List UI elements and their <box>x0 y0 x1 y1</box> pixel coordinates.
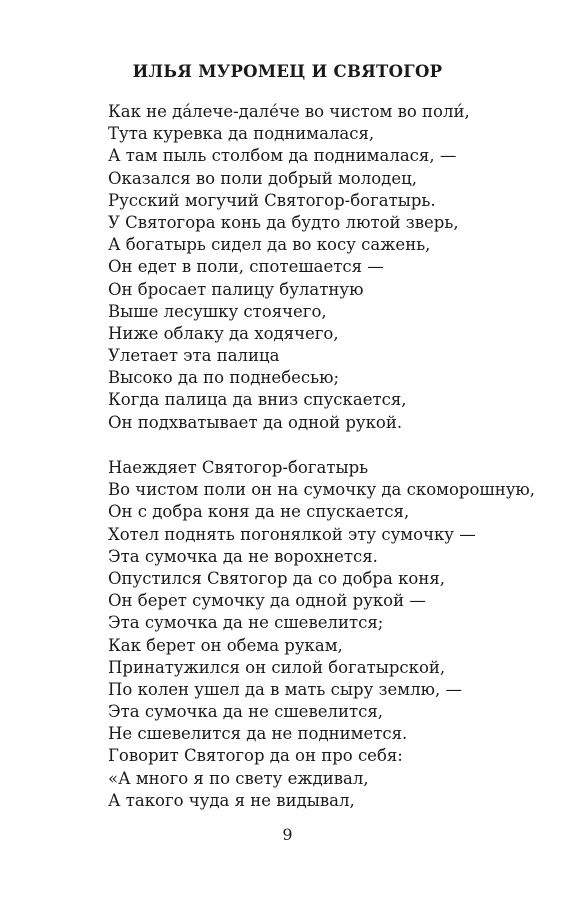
verse-line: Эта сумочка да не сшевелится; <box>108 613 384 633</box>
poem-title: ИЛЬЯ МУРОМЕЦ И СВЯТОГОР <box>132 62 443 81</box>
verse-line: Не сшевелится да не поднимется. <box>108 724 408 744</box>
verse-line: Русский могучий Святогор-богатырь. <box>108 190 436 210</box>
verse-line: А богатырь сидел да во косу сажень, <box>108 235 431 255</box>
verse-line: А такого чуда я не видывал, <box>108 790 355 810</box>
verse-line: По колен ушел да в мать сыру землю, — <box>108 679 462 699</box>
verse-line: Выше лесушку стоячего, <box>108 301 327 321</box>
verse-line: Во чистом поли он на сумочку да скоморошную, <box>108 480 536 500</box>
verse-line: Улетает эта палица <box>108 346 280 366</box>
verse-line: Когда палица да вниз спускается, <box>108 390 407 410</box>
verse-line: Как не да́лече-дале́че во чистом во поли́, <box>108 102 470 121</box>
verse-line: Он с добра коня да не спускается, <box>108 502 410 522</box>
verse-line: Эта сумочка да не ворохнется. <box>108 546 378 566</box>
verse-line: «А много я по свету еждивал, <box>108 768 369 788</box>
verse-line: Как берет он обема рукам, <box>108 635 343 655</box>
verse-line: У Святогора конь да будто лютой зверь, <box>108 212 459 232</box>
verse-line: Высоко да по поднебесью; <box>108 368 340 388</box>
verse-line: Принатужился он силой богатырской, <box>108 657 446 677</box>
verse-line: Он едет в поли, спотешается — <box>108 257 384 277</box>
verse-line: Хотел поднять погонялкой эту сумочку — <box>108 524 476 544</box>
verse-line: Эта сумочка да не сшевелится, <box>108 702 384 722</box>
verse-line: Тута куревка да поднималася, <box>108 124 375 144</box>
verse-line: Говорит Святогор да он про себя: <box>108 746 403 766</box>
verse-line: Он подхватывает да одной рукой. <box>108 412 403 432</box>
stanza-2 <box>108 457 558 812</box>
verse-line: Он бросает палицу булатную <box>108 279 364 299</box>
verse-line: Опустился Святогор да со добра коня, <box>108 568 445 588</box>
verse-line: Ниже облаку да ходячего, <box>108 323 339 343</box>
stanza-1 <box>108 101 558 434</box>
verse-line: Оказался во поли добрый молодец, <box>108 168 417 188</box>
verse-line: Он берет сумочку да одной рукой — <box>108 591 426 611</box>
verse-line: Наеждяет Святогор-богатырь <box>108 458 369 477</box>
verse-line: А там пыль столбом да поднималася, — <box>108 146 457 166</box>
page-number: 9 <box>282 825 293 844</box>
